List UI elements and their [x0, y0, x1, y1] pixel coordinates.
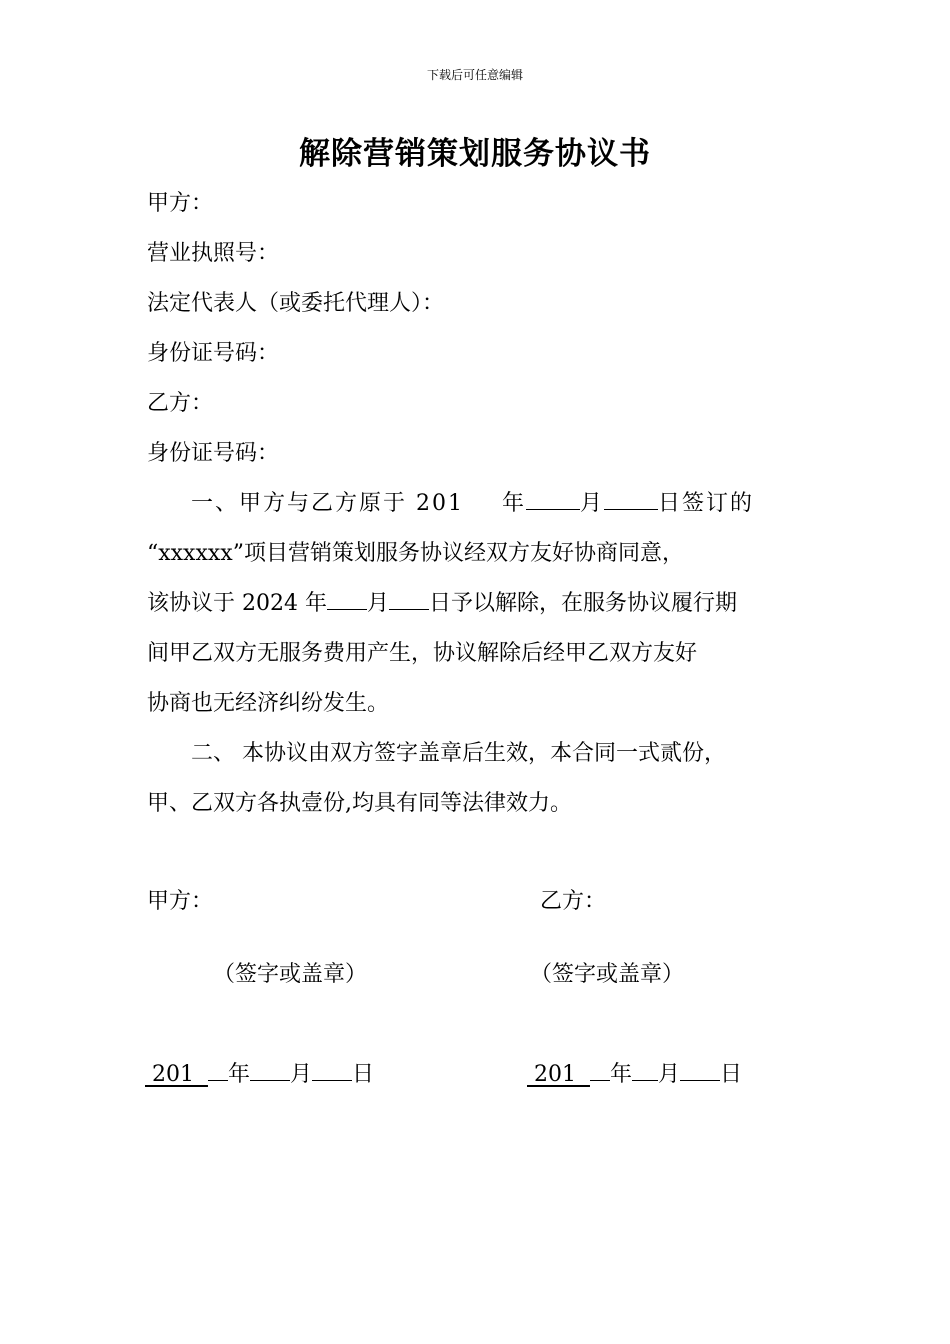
party-a-id-field: 身份证号码：: [147, 341, 280, 366]
date-a-month-blank: [250, 1058, 290, 1081]
clause-1-line-4: 间甲乙双方无服务费用产生，协议解除后经甲乙双方友好: [147, 641, 698, 666]
date-b-year-label: 年: [609, 1062, 632, 1087]
clause-2-line-2: 甲、乙双方各执壹份,均具有同等法律效力。: [147, 791, 572, 816]
date-b-month-blank: [632, 1058, 658, 1081]
clause-1-line-3-a: 该协议于 2024 年: [147, 591, 327, 616]
month-blank: [526, 487, 580, 510]
header-note: 下载后可任意编辑: [426, 68, 523, 82]
clause-1-line-1: [147, 486, 754, 517]
date-a-year-label: 年: [227, 1062, 250, 1087]
clause-1-line-2: “xxxxxx”项目营销策划服务协议经双方友好协商同意，: [147, 541, 684, 566]
date-b-day-blank: [680, 1058, 720, 1081]
legal-representative-field: 法定代表人（或委托代理人）：: [147, 291, 445, 316]
date-b-day-label: 日: [720, 1062, 743, 1087]
clause-1-line-5: 协商也无经济纠纷发生。: [147, 691, 390, 716]
date-a-day-label: 日: [352, 1062, 375, 1087]
signature-party-b-label: 乙方：: [540, 889, 607, 914]
clause-1-line-3-c: 日予以解除，在服务协议履行期: [429, 591, 738, 616]
document-title: 解除营销策划服务协议书: [299, 136, 651, 172]
party-b-id-field: 身份证号码：: [147, 441, 280, 466]
clause-1-text: 一、甲方与乙方原于 201: [191, 491, 464, 516]
signature-party-a-label: 甲方：: [147, 889, 214, 914]
date-b-year-value: 201: [527, 1062, 590, 1087]
date-a-year-blank: [208, 1058, 228, 1081]
clause-1-line-3-b: 月: [366, 591, 389, 616]
signature-date-b: [527, 1057, 742, 1088]
clause-2-line-1: [147, 736, 726, 767]
date-b-month-label: 月: [658, 1062, 681, 1087]
date-a-year-value: 201: [145, 1062, 208, 1087]
termination-month-blank: [327, 587, 367, 610]
day-blank: [604, 487, 658, 510]
day-label: 日签订的: [658, 491, 755, 516]
month-label: 月: [580, 491, 605, 516]
year-label: 年: [502, 491, 527, 516]
clause-2-text: 二、 本协议由双方签字盖章后生效，本合同一式贰份，: [191, 741, 726, 766]
signature-date-a: [145, 1057, 374, 1088]
party-a-field: 甲方：: [147, 191, 214, 216]
business-license-field: 营业执照号：: [147, 241, 280, 266]
party-b-field: 乙方：: [147, 391, 214, 416]
signature-seal-b: （签字或盖章）: [530, 962, 685, 987]
date-a-month-label: 月: [290, 1062, 313, 1087]
date-b-year-blank: [590, 1058, 610, 1081]
date-a-day-blank: [312, 1058, 352, 1081]
termination-day-blank: [389, 587, 429, 610]
clause-1-line-3: [147, 586, 737, 617]
signature-seal-a: （签字或盖章）: [213, 962, 368, 987]
